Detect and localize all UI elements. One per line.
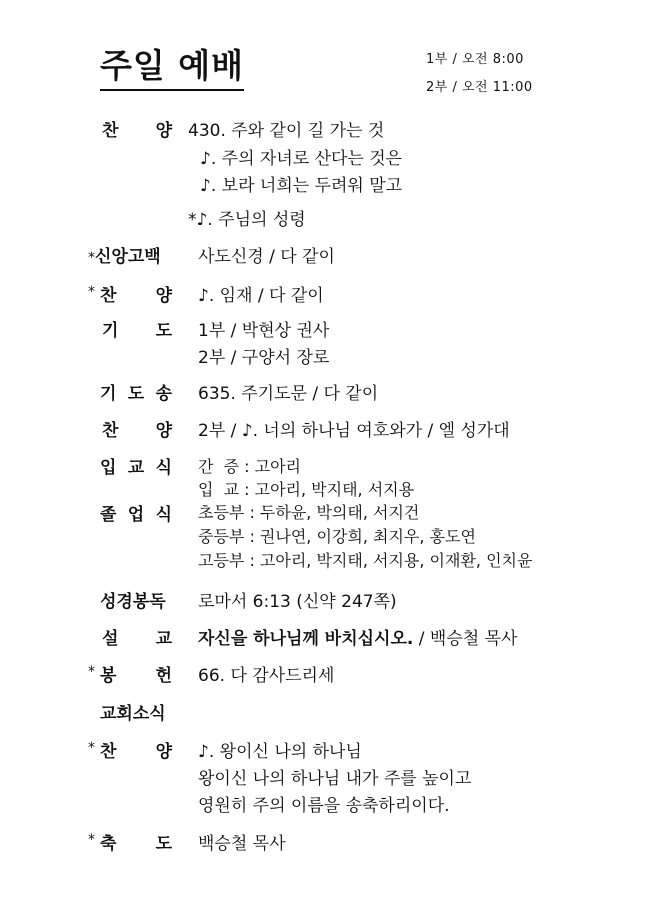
label-text: 신앙고백 — [95, 247, 161, 267]
label-church-news: 교회소식 — [100, 704, 166, 724]
stand-marker: * — [88, 284, 95, 300]
sermon-preacher: / 백승철 목사 — [413, 629, 518, 649]
label-prayer-song — [100, 379, 172, 404]
label-praise-2-text — [100, 281, 172, 306]
label-char: 봉 — [100, 666, 117, 686]
scripture-value: 로마서 6:13 (신약 247쪽) — [198, 592, 397, 612]
praise-opening-hymn: 430. 주와 같이 길 가는 것 — [188, 121, 385, 141]
label-char: 양 — [155, 421, 172, 441]
label-praise-closing — [100, 737, 172, 762]
label-offering-marker — [88, 661, 95, 681]
label-char: 양 — [155, 286, 172, 306]
label-graduation — [100, 500, 172, 525]
label-confirmation — [100, 453, 172, 478]
praise-2-value: ♪. 임재 / 다 같이 — [198, 286, 324, 306]
label-closing-marker — [88, 737, 95, 757]
label-prayer — [102, 316, 172, 341]
label-char: 도 — [127, 384, 145, 404]
label-char: 찬 — [100, 286, 117, 306]
label-char: 축 — [100, 834, 117, 854]
praise-opening-song-starred: *♪. 주님의 성령 — [188, 210, 306, 230]
label-char: 찬 — [102, 121, 119, 141]
label-char: 양 — [155, 121, 172, 141]
praise-closing-lyric: 영원히 주의 이름을 송축하리이다. — [198, 796, 450, 816]
label-praise-2 — [88, 281, 95, 301]
graduation-elementary: 초등부 : 두하윤, 박의태, 서지건 — [198, 503, 420, 522]
stand-marker: * — [88, 250, 95, 266]
label-char: 식 — [155, 505, 172, 525]
label-sermon — [102, 624, 172, 649]
schedule-second-service: 2부 / 오전 11:00 — [426, 80, 533, 95]
label-creed — [88, 242, 161, 267]
praise-closing-song: ♪. 왕이신 나의 하나님 — [198, 742, 362, 762]
offering-value: 66. 다 감사드리세 — [198, 666, 335, 686]
label-char: 교 — [155, 629, 172, 649]
page-title: 주일 예배 — [100, 44, 244, 91]
sermon-title: 자신을 하나님께 바치십시오. — [198, 629, 414, 649]
confirmation-testimony: 간 증 : 고아리 — [198, 457, 302, 476]
schedule-first-service: 1부 / 오전 8:00 — [426, 52, 524, 67]
graduation-middle: 중등부 : 권나연, 이강희, 최지우, 홍도연 — [198, 527, 476, 546]
label-char: 도 — [155, 834, 172, 854]
label-benediction — [100, 829, 172, 854]
label-char: 업 — [127, 505, 145, 525]
prayer-song-value: 635. 주기도문 / 다 같이 — [198, 384, 379, 404]
label-char: 식 — [155, 458, 172, 478]
stand-marker: * — [88, 664, 95, 680]
label-char: 기 — [100, 384, 117, 404]
graduation-high: 고등부 : 고아리, 박지태, 서지용, 이재환, 인치윤 — [198, 551, 533, 570]
creed-value: 사도신경 / 다 같이 — [198, 247, 335, 267]
label-char: 도 — [155, 321, 172, 341]
sermon-line — [198, 624, 517, 649]
label-praise-choir — [102, 416, 172, 441]
label-char: 헌 — [155, 666, 172, 686]
prayer-first: 1부 / 박현상 권사 — [198, 321, 330, 341]
label-char: 송 — [155, 384, 172, 404]
praise-opening-song: ♪. 주의 자녀로 산다는 것은 — [200, 149, 403, 169]
label-char: 기 — [102, 321, 119, 341]
stand-marker: * — [88, 832, 95, 848]
benediction-value: 백승철 목사 — [198, 834, 286, 854]
label-benediction-marker — [88, 829, 95, 849]
label-char: 교 — [127, 458, 145, 478]
praise-closing-lyric: 왕이신 나의 하나님 내가 주를 높이고 — [198, 769, 472, 789]
stand-marker: * — [88, 740, 95, 756]
praise-choir-value: 2부 / ♪. 너의 하나님 여호와가 / 엘 성가대 — [198, 421, 510, 441]
label-char: 찬 — [102, 421, 119, 441]
label-char: 양 — [155, 742, 172, 762]
label-char: 입 — [100, 458, 117, 478]
label-char: 설 — [102, 629, 119, 649]
label-praise-opening — [102, 116, 172, 141]
label-scripture: 성경봉독 — [100, 592, 166, 612]
confirmation-members: 입 교 : 고아리, 박지태, 서지용 — [198, 480, 415, 499]
praise-opening-song: ♪. 보라 너희는 두려워 말고 — [200, 176, 403, 196]
prayer-second: 2부 / 구양서 장로 — [198, 348, 330, 368]
label-offering — [100, 661, 172, 686]
label-char: 찬 — [100, 742, 117, 762]
label-char: 졸 — [100, 505, 117, 525]
